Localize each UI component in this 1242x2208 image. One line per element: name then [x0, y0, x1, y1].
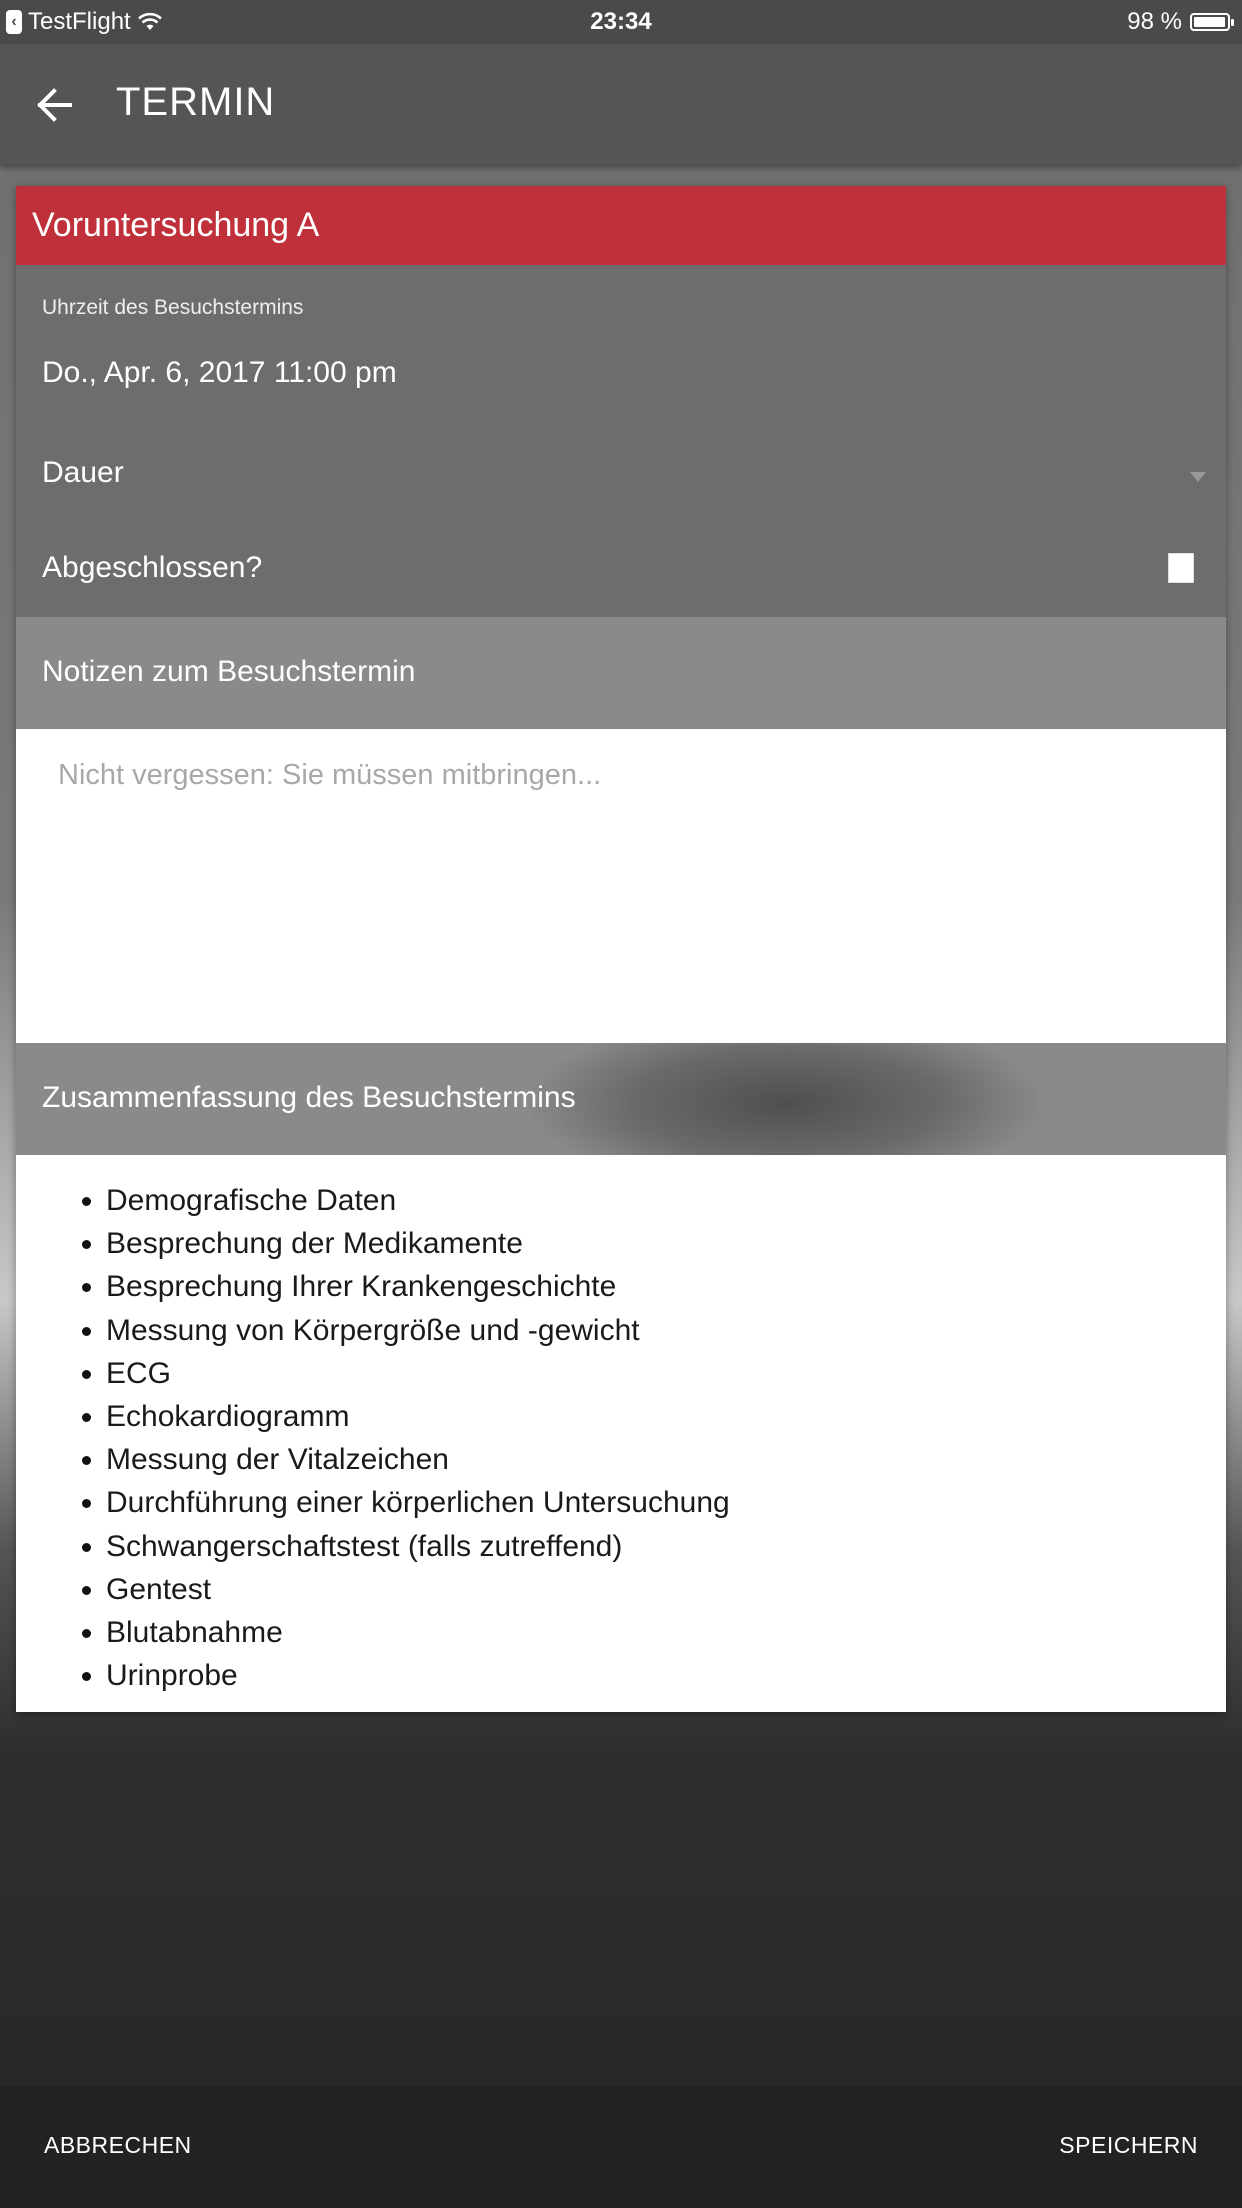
summary-item-text: ECG [106, 1356, 172, 1390]
bullet-icon [82, 1543, 91, 1552]
summary-item-text: Schwangerschaftstest (falls zutreffend) [106, 1529, 623, 1563]
summary-item-text: Demografische Daten [106, 1184, 397, 1217]
summary-list-item [106, 1179, 1226, 1222]
summary-list-item [106, 1265, 1226, 1308]
summary-list-item [106, 1611, 1226, 1654]
notes-textarea[interactable] [16, 729, 1226, 1043]
duration-dropdown[interactable] [16, 436, 1226, 506]
page-title: TERMIN [116, 80, 276, 124]
cancel-button[interactable]: ABBRECHEN [44, 2132, 192, 2158]
bullet-icon [82, 1370, 91, 1379]
completed-checkbox[interactable] [1168, 553, 1194, 583]
summary-list-container [16, 1155, 1226, 1712]
bullet-icon [82, 1499, 91, 1508]
summary-list-item [106, 1222, 1226, 1265]
summary-list-item [106, 1309, 1226, 1352]
status-time: 23:34 [590, 8, 652, 35]
bullet-icon [82, 1283, 91, 1292]
summary-item-text: Blutabnahme [106, 1615, 283, 1649]
bullet-icon [82, 1327, 91, 1336]
summary-list-item [106, 1352, 1226, 1395]
summary-section-header [16, 1043, 1226, 1155]
notes-section-title: Notizen zum Besuchstermin [42, 655, 416, 688]
save-button[interactable]: SPEICHERN [1059, 2132, 1198, 2158]
back-to-app-label[interactable]: TestFlight [28, 8, 131, 35]
dropdown-caret-icon [1190, 472, 1206, 482]
battery-percentage: 98 % [1127, 8, 1182, 35]
bullet-icon [82, 1456, 91, 1465]
bullet-icon [82, 1413, 91, 1422]
app-bar [0, 44, 1242, 164]
bullet-icon [82, 1586, 91, 1595]
appointment-title: Voruntersuchung A [16, 186, 1226, 265]
bullet-icon [82, 1240, 91, 1249]
summary-item-text: Echokardiogramm [106, 1399, 350, 1433]
summary-item-text: Messung von Körpergröße und -gewicht [106, 1313, 640, 1347]
summary-list-item [106, 1568, 1226, 1611]
summary-item-text: Urinprobe [106, 1659, 238, 1693]
summary-list-item [106, 1654, 1226, 1697]
battery-icon [1190, 13, 1230, 31]
notes-container [16, 729, 1226, 1043]
notes-section-header [16, 617, 1226, 729]
summary-list-item [106, 1481, 1226, 1524]
time-field-value[interactable]: Do., Apr. 6, 2017 11:00 pm [42, 356, 397, 389]
duration-label: Dauer [42, 456, 124, 489]
completed-label: Abgeschlossen? [42, 551, 263, 584]
summary-list-item [106, 1395, 1226, 1438]
time-field-label: Uhrzeit des Besuchstermins [42, 296, 304, 319]
summary-list-item [106, 1438, 1226, 1481]
back-to-app-icon[interactable]: ‹ [6, 10, 22, 34]
appointment-card [16, 186, 1226, 1712]
status-bar-right [1127, 8, 1230, 36]
summary-list-item [106, 1525, 1226, 1568]
bullet-icon [82, 1629, 91, 1638]
summary-item-text: Gentest [106, 1572, 212, 1606]
back-arrow-icon[interactable] [30, 80, 80, 130]
battery-fill [1194, 17, 1225, 27]
summary-item-text: Durchführung einer körperlichen Untersuchung [106, 1486, 730, 1520]
bullet-icon [82, 1672, 91, 1681]
summary-item-text: Messung der Vitalzeichen [106, 1443, 449, 1477]
summary-item-text: Besprechung der Medikamente [106, 1227, 523, 1261]
completed-row [16, 531, 1226, 611]
summary-list [16, 1155, 1226, 1697]
status-bar [0, 0, 1242, 44]
summary-item-text: Besprechung Ihrer Krankengeschichte [106, 1270, 617, 1304]
bottom-action-bar [0, 2086, 1242, 2208]
bullet-icon [82, 1197, 91, 1206]
summary-section-title: Zusammenfassung des Besuchstermins [42, 1081, 576, 1114]
